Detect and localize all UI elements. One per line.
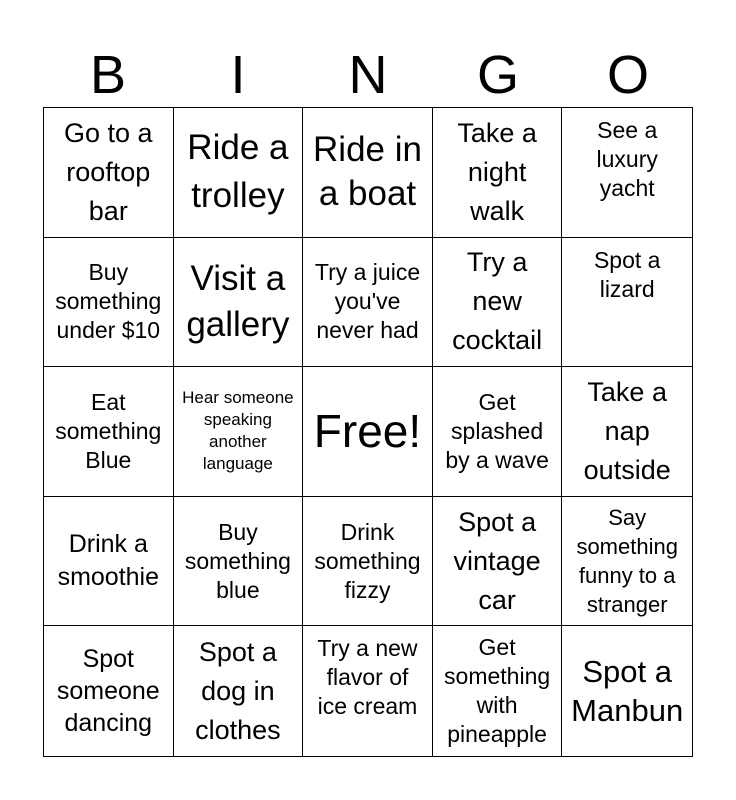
bingo-cell[interactable] xyxy=(303,108,433,238)
bingo-cell[interactable] xyxy=(303,238,433,368)
bingo-cell[interactable] xyxy=(562,626,692,756)
bingo-cell[interactable] xyxy=(433,367,563,497)
bingo-board xyxy=(43,107,693,757)
cell-text: See a luxury yacht xyxy=(596,117,658,201)
cell-text: Spot a dog in clothes xyxy=(195,636,281,745)
cell-text: Take a night walk xyxy=(457,117,537,226)
cell-text: Buy something under $10 xyxy=(55,259,162,344)
cell-text: Spot a Manbun xyxy=(571,654,684,729)
cell-text: Spot someone dancing xyxy=(56,645,160,738)
cell-text: Say something funny to a stranger xyxy=(576,505,678,618)
bingo-cell[interactable] xyxy=(433,626,563,756)
cell-text: Spot a lizard xyxy=(593,246,661,302)
bingo-cell[interactable] xyxy=(174,108,304,238)
cell-text: Get splashed by a wave xyxy=(445,388,549,473)
bingo-cell[interactable] xyxy=(174,626,304,756)
cell-text: Drink a smoothie xyxy=(57,530,160,592)
header-letter-i: I xyxy=(230,45,246,105)
bingo-header xyxy=(43,44,693,106)
bingo-cell[interactable] xyxy=(174,367,304,497)
cell-text: Ride in a boat xyxy=(313,130,422,214)
bingo-cell[interactable] xyxy=(44,497,174,627)
bingo-cell[interactable] xyxy=(44,626,174,756)
cell-text: Spot a vintage car xyxy=(453,506,541,615)
bingo-cell[interactable] xyxy=(562,367,692,497)
cell-text: Take a nap outside xyxy=(583,377,671,485)
free-space-label: Free! xyxy=(313,405,422,458)
bingo-cell[interactable] xyxy=(174,238,304,368)
bingo-cell[interactable] xyxy=(44,108,174,238)
header-letter-b: B xyxy=(89,45,127,105)
cell-text: Drink something fizzy xyxy=(314,518,421,603)
cell-text: Get something with pineapple xyxy=(444,634,551,748)
bingo-cell[interactable] xyxy=(433,238,563,368)
cell-text: Visit a gallery xyxy=(186,258,290,344)
cell-text: Try a new cocktail xyxy=(452,247,543,356)
header-letter-n: N xyxy=(348,45,388,105)
header-letter-g: G xyxy=(476,45,519,105)
cell-text: Ride a trolley xyxy=(187,128,289,216)
cell-text: Buy something blue xyxy=(184,518,291,603)
bingo-cell[interactable] xyxy=(44,367,174,497)
bingo-cell[interactable] xyxy=(174,497,304,627)
bingo-cell[interactable] xyxy=(303,497,433,627)
bingo-cell[interactable] xyxy=(562,238,692,368)
cell-text: Try a new flavor of ice cream xyxy=(317,635,418,720)
bingo-cell[interactable] xyxy=(44,238,174,368)
free-space[interactable] xyxy=(303,367,433,497)
bingo-cell[interactable] xyxy=(562,497,692,627)
cell-text: Go to a rooftop bar xyxy=(64,117,153,226)
bingo-cell[interactable] xyxy=(433,497,563,627)
bingo-cell[interactable] xyxy=(562,108,692,238)
bingo-cell[interactable] xyxy=(303,626,433,756)
bingo-cell[interactable] xyxy=(433,108,563,238)
header-letter-o: O xyxy=(606,45,649,105)
cell-text: Try a juice you've never had xyxy=(314,259,421,344)
cell-text: Hear someone speaking another language xyxy=(182,388,294,474)
cell-text: Eat something Blue xyxy=(55,388,162,473)
